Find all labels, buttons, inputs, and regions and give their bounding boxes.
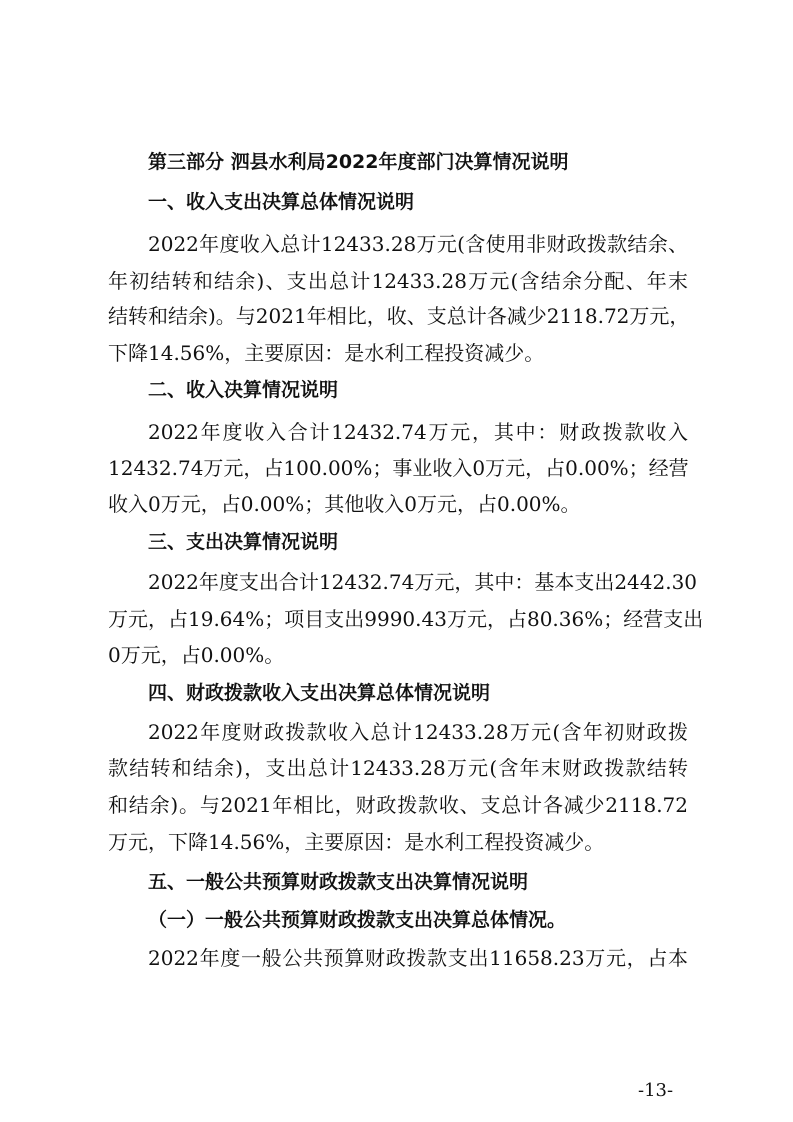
paragraph-line: 结转和结余)。与2021年相比，收、支总计各减少2118.72万元， bbox=[108, 304, 690, 328]
paragraph-line: 2022年度收入合计12432.74万元，其中：财政拨款收入 bbox=[148, 420, 688, 444]
paragraph-line: 款结转和结余)，支出总计12433.28万元(含年末财政拨款结转 bbox=[108, 756, 688, 780]
paragraph-line: 年初结转和结余)、支出总计12433.28万元(含结余分配、年末 bbox=[108, 269, 688, 293]
paragraph-line: 2022年度收入总计12433.28万元(含使用非财政拨款结余、 bbox=[148, 232, 688, 256]
paragraph-line: 12432.74万元，占100.00%；事业收入0万元，占0.00%；经营 bbox=[108, 456, 689, 480]
paragraph-line: 万元，下降14.56%，主要原因：是水利工程投资减少。 bbox=[108, 830, 605, 854]
paragraph-line: 收入0万元，占0.00%；其他收入0万元，占0.00%。 bbox=[108, 492, 581, 516]
paragraph-line: 和结余)。与2021年相比，财政拨款收、支总计各减少2118.72 bbox=[108, 793, 688, 817]
paragraph-line: 2022年度一般公共预算财政拨款支出11658.23万元，占本 bbox=[148, 946, 688, 970]
section-heading-2: 二、收入决算情况说明 bbox=[148, 379, 339, 401]
page-number: -13- bbox=[638, 1080, 674, 1101]
section-heading-3: 三、支出决算情况说明 bbox=[148, 531, 339, 553]
paragraph-line: 下降14.56%，主要原因：是水利工程投资减少。 bbox=[108, 341, 545, 365]
paragraph-line: 0万元，占0.00%。 bbox=[108, 643, 285, 667]
section-heading-5: 五、一般公共预算财政拨款支出决算情况说明 bbox=[148, 871, 529, 893]
section-heading-4: 四、财政拨款收入支出决算总体情况说明 bbox=[148, 682, 491, 704]
paragraph-line: 2022年度财政拨款收入总计12433.28万元(含年初财政拨 bbox=[148, 720, 688, 744]
section-heading-1: 一、收入支出决算总体情况说明 bbox=[148, 191, 415, 213]
subsection-heading: （一）一般公共预算财政拨款支出决算总体情况。 bbox=[148, 909, 567, 931]
page-title: 第三部分 泗县水利局2022年度部门决算情况说明 bbox=[148, 151, 569, 173]
paragraph-line: 2022年度支出合计12432.74万元，其中：基本支出2442.30 bbox=[148, 570, 698, 594]
paragraph-line: 万元，占19.64%；项目支出9990.43万元，占80.36%；经营支出 bbox=[108, 607, 704, 631]
